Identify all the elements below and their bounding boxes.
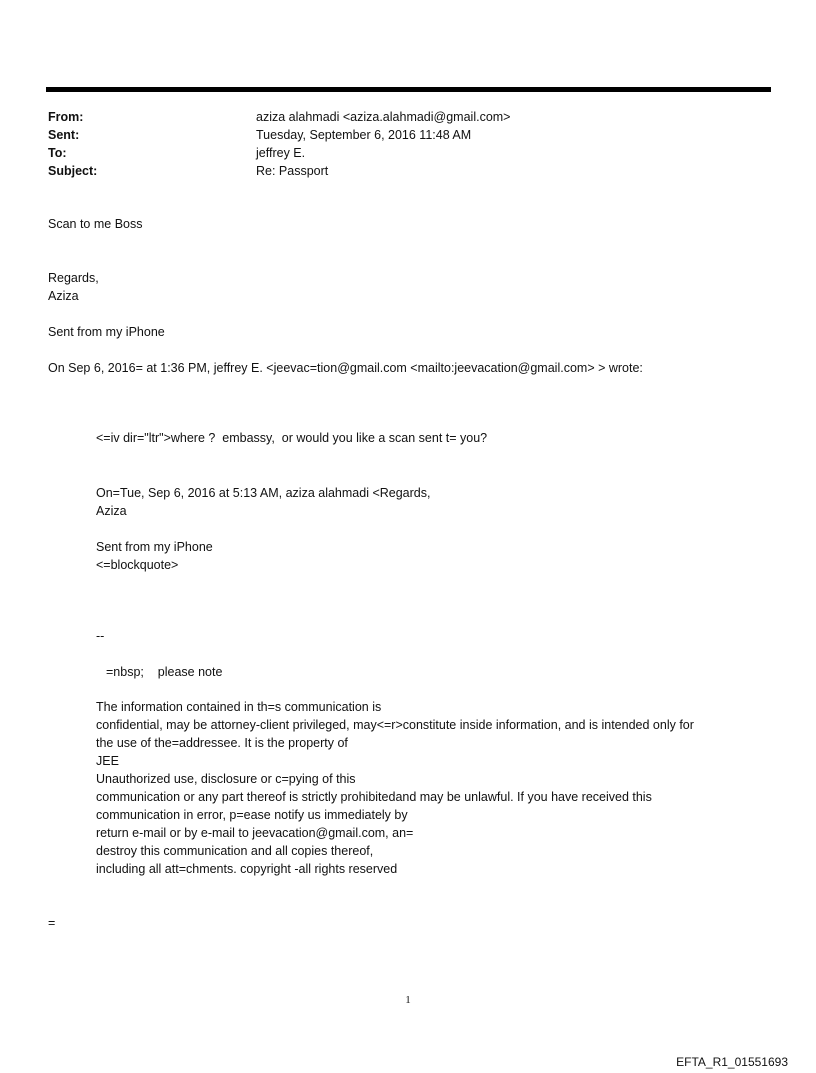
sent-value: Tuesday, September 6, 2016 11:48 AM [256, 128, 472, 142]
quote-intro: On Sep 6, 2016= at 1:36 PM, jeffrey E. <jeevac=tion@gmail.com <mailto:jeevacation@gmail.com> > wrote: [48, 361, 643, 375]
from-value: aziza alahmadi <aziza.alahmadi@gmail.com> [256, 110, 511, 124]
from-label: From: [48, 110, 84, 124]
subject-row [48, 162, 748, 180]
disclaimer-line: the use of the=addressee. It is the property of [96, 736, 348, 750]
trailing-equals: = [48, 916, 56, 930]
body-line-scan: Scan to me Boss [48, 217, 143, 231]
disclaimer-line: JEE [96, 754, 119, 768]
quoted-blockquote: <=blockquote> [96, 558, 179, 572]
to-value: jeffrey E. [256, 146, 306, 160]
body-name: Aziza [48, 289, 79, 303]
disclaimer-line: communication or any part thereof is strictly prohibitedand may be unlawful. If you have received this [96, 790, 652, 804]
email-header [48, 108, 748, 180]
quoted-name: Aziza [96, 504, 127, 518]
from-row [48, 108, 748, 126]
to-row [48, 144, 748, 162]
document-id: EFTA_R1_01551693 [676, 1055, 788, 1069]
subject-label: Subject: [48, 164, 98, 178]
quoted-line-1: <=iv dir="ltr">where ? embassy, or would you like a scan sent t= you? [96, 431, 488, 445]
quoted-on-line: On=Tue, Sep 6, 2016 at 5:13 AM, aziza alahmadi <Regards, [96, 486, 431, 500]
disclaimer-line: including all att=chments. copyright -all rights reserved [96, 862, 398, 876]
quoted-dashes: -- [96, 629, 105, 643]
quoted-nbsp-note: =nbsp; please note [106, 665, 223, 679]
body-sent-from: Sent from my iPhone [48, 325, 165, 339]
disclaimer-line: confidential, may be attorney-client privileged, may<=r>constitute inside information, and is intended only for [96, 718, 694, 732]
body-regards: Regards, [48, 271, 99, 285]
disclaimer-line: communication in error, p=ease notify us immediately by [96, 808, 408, 822]
subject-value: Re: Passport [256, 164, 329, 178]
disclaimer-line: Unauthorized use, disclosure or c=pying of this [96, 772, 356, 786]
sent-row [48, 126, 748, 144]
disclaimer-line: destroy this communication and all copies thereof, [96, 844, 374, 858]
disclaimer-line: return e-mail or by e-mail to jeevacation@gmail.com, an= [96, 826, 414, 840]
disclaimer-line: The information contained in th=s communication is [96, 700, 382, 714]
sent-label: Sent: [48, 128, 80, 142]
disclaimer [96, 698, 776, 878]
to-label: To: [48, 146, 67, 160]
page-number: 1 [405, 994, 411, 1006]
header-rule [46, 87, 771, 92]
quoted-sent-from: Sent from my iPhone [96, 540, 213, 554]
